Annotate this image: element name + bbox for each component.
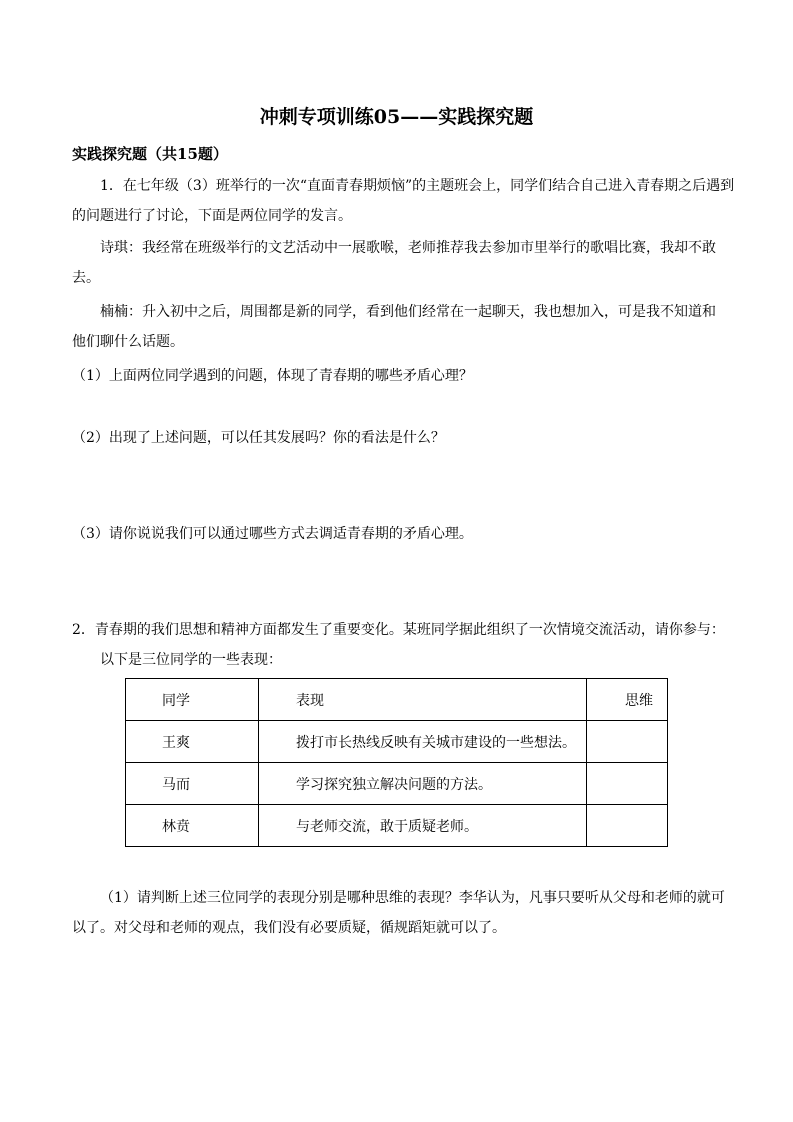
q1-sub3: （3）请你说说我们可以通过哪些方式去调适青春期的矛盾心理。 bbox=[72, 526, 473, 542]
table-cell-behavior: 拨打市长热线反映有关城市建设的一些想法。 bbox=[258, 721, 586, 763]
q1-speaker1-line1: 诗琪：我经常在班级举行的文艺活动中一展歌喉，老师推荐我去参加市里举行的歌唱比赛，我却不敢 bbox=[100, 240, 716, 256]
q2-stem: 2．青春期的我们思想和精神方面都发生了重要变化。某班同学据此组织了一次情境交流活动，请你参与： bbox=[72, 622, 725, 638]
table-cell-behavior: 与老师交流，敢于质疑老师。 bbox=[258, 805, 586, 847]
q2-sub1-line1: （1）请判断上述三位同学的表现分别是哪种思维的表现？李华认为，凡事只要听从父母和老师的就可 bbox=[100, 890, 725, 906]
q1-sub1: （1）上面两位同学遇到的问题，体现了青春期的哪些矛盾心理？ bbox=[72, 368, 473, 384]
table-header-cell: 表现 bbox=[258, 679, 586, 721]
table-row bbox=[126, 805, 668, 847]
q1-speaker1-line2: 去。 bbox=[72, 270, 100, 286]
section-heading: 实践探究题（共15题） bbox=[72, 145, 228, 163]
q1-speaker2-line2: 他们聊什么话题。 bbox=[72, 334, 184, 350]
page-title: 冲刺专项训练05——实践探究题 bbox=[259, 106, 534, 128]
table-cell-thinking bbox=[586, 763, 667, 805]
student-table bbox=[125, 678, 668, 847]
q1-stem-line2: 的问题进行了讨论，下面是两位同学的发言。 bbox=[72, 208, 352, 224]
table-cell-thinking bbox=[586, 721, 667, 763]
q1-stem-line1: 1．在七年级（3）班举行的一次“直面青春期烦恼”的主题班会上，同学们结合自己进入青春期之后遇到 bbox=[100, 178, 735, 194]
table-header-cell: 同学 bbox=[126, 679, 259, 721]
table-cell-student: 马而 bbox=[126, 763, 259, 805]
table-cell-thinking bbox=[586, 805, 667, 847]
table-header-cell: 思维 bbox=[586, 679, 667, 721]
q1-sub2: （2）出现了上述问题，可以任其发展吗？你的看法是什么？ bbox=[72, 430, 445, 446]
table-header-row bbox=[126, 679, 668, 721]
table-cell-student: 林贲 bbox=[126, 805, 259, 847]
table-row bbox=[126, 763, 668, 805]
table-row bbox=[126, 721, 668, 763]
table-cell-student: 王爽 bbox=[126, 721, 259, 763]
q2-intro: 以下是三位同学的一些表现： bbox=[100, 652, 282, 668]
table-cell-behavior: 学习探究独立解决问题的方法。 bbox=[258, 763, 586, 805]
q1-speaker2-line1: 楠楠：升入初中之后，周围都是新的同学，看到他们经常在一起聊天，我也想加入，可是我不知道和 bbox=[100, 304, 716, 320]
q2-sub1-line2: 以了。对父母和老师的观点，我们没有必要质疑，循规蹈矩就可以了。 bbox=[72, 920, 506, 936]
